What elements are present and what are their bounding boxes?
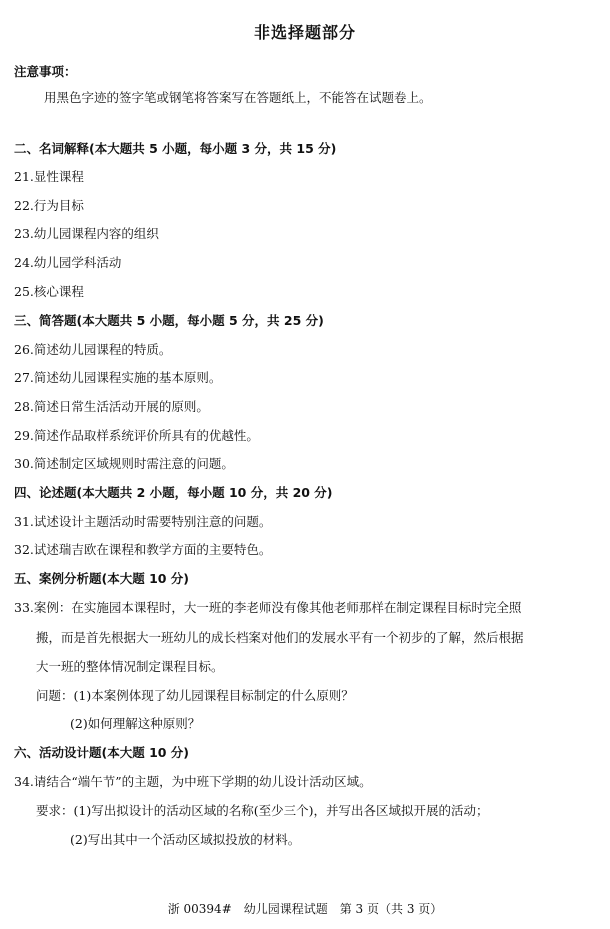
case-text-line: 搬，而是首先根据大一班幼儿的成长档案对他们的发展水平有一个初步的了解，然后根据 [36,630,524,645]
design-question-line: 34.请结合“端午节”的主题，为中班下学期的幼儿设计活动区域。 [14,774,372,789]
design-requirement-line: 要求：(1)写出拟设计的活动区域的名称(至少三个)，并写出各区域拟开展的活动； [36,803,489,818]
case-text-line: 大一班的整体情况制定课程目标。 [36,659,224,674]
question-item: 32.试述瑞吉欧在课程和教学方面的主要特色。 [14,542,272,557]
question-item: 30.简述制定区域规则时需注意的问题。 [14,456,234,471]
design-requirement-line: (2)写出其中一个活动区域拟投放的材料。 [70,832,301,847]
section-heading: 四、论述题(本大题共 2 小题，每小题 10 分，共 20 分) [14,485,333,500]
page-footer: 浙 00394# 幼儿园课程试题 第 3 页（共 3 页） [167,902,443,916]
question-item: 28.简述日常生活活动开展的原则。 [14,399,209,414]
case-text-line: 33.案例：在实施园本课程时，大一班的李老师没有像其他老师那样在制定课程目标时完全照 [14,600,522,615]
page-title: 非选择题部分 [253,23,356,42]
question-item: 26.简述幼儿园课程的特质。 [14,342,172,357]
section-heading: 六、活动设计题(本大题 10 分) [14,745,190,760]
section-heading: 五、案例分析题(本大题 10 分) [14,571,190,586]
notice-heading: 注意事项： [14,64,77,79]
question-item: 22.行为目标 [14,198,84,213]
section-heading: 三、简答题(本大题共 5 小题，每小题 5 分，共 25 分) [14,313,324,328]
question-item: 21.显性课程 [14,169,84,184]
section-heading: 二、名词解释(本大题共 5 小题，每小题 3 分，共 15 分) [14,141,337,156]
notice-text: 用黑色字迹的签字笔或钢笔将答案写在答题纸上，不能答在试题卷上。 [44,90,432,105]
question-item: 27.简述幼儿园课程实施的基本原则。 [14,370,222,385]
question-item: 25.核心课程 [14,284,84,299]
question-item: 24.幼儿园学科活动 [14,255,122,270]
question-item: 29.简述作品取样系统评价所具有的优越性。 [14,428,259,443]
question-item: 23.幼儿园课程内容的组织 [14,226,159,241]
question-item: 31.试述设计主题活动时需要特别注意的问题。 [14,514,272,529]
case-question-line: (2)如何理解这种原则？ [70,716,201,731]
case-question-line: 问题：(1)本案例体现了幼儿园课程目标制定的什么原则？ [36,688,354,703]
